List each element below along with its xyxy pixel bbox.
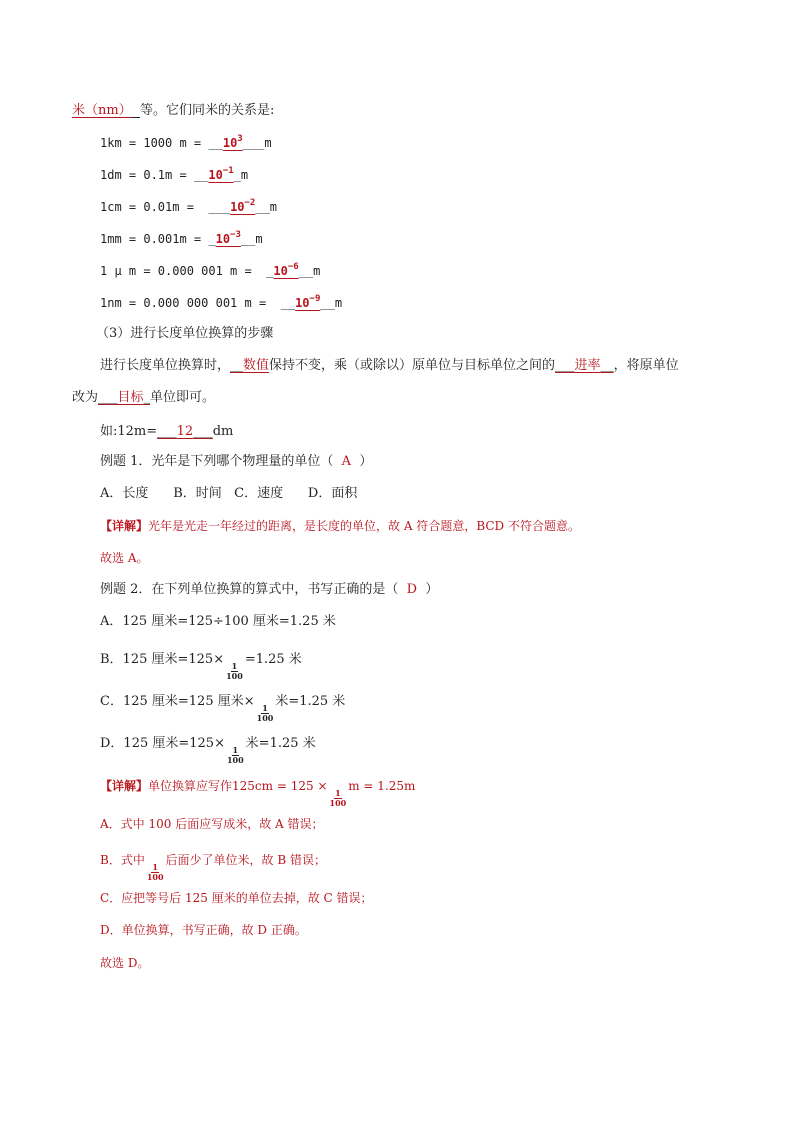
example1-detail: 【详解】光年是光走一年经过的距离，是长度的单位，故 A 符合题意，BCD 不符合题意。	[100, 519, 580, 533]
step3-paragraph-line1: 进行长度单位换算时，__数值保持不变，乘（或除以）原单位与目标单位之间的___进率__，将原单位	[100, 358, 679, 373]
example2-option-c: C．125 厘米=125 厘米× $\frac{1}{100}$ 米=1.25 米	[100, 694, 346, 723]
example2-line-a: A．式中 100 后面应写成米，故 A 错误；	[100, 817, 324, 831]
blank-12: 12	[176, 424, 194, 439]
conversion-row: 1km = 1000 $m = \_\_10^3\_\_\_m$	[100, 134, 272, 150]
unit-name: 米（nm）	[72, 103, 132, 118]
example2-option-d: D．125 厘米=125× $\frac{1}{100}$ 米=1.25 米	[100, 736, 316, 765]
intro-tail: 等。它们同米的关系是:	[139, 103, 275, 118]
option-d: D．面积	[307, 486, 358, 501]
conversion-row: $1cm = 0.01m = \_\_\_10^{-2}\_\_m$	[100, 198, 278, 214]
step3-heading: （3）进行长度单位换算的步骤	[96, 326, 274, 341]
fraction: $\frac{1}{100}$	[226, 745, 244, 765]
conversion-row: $1mm = 0.001m = \_10^{-3}\_\_m$	[100, 230, 263, 246]
example2-conclusion: 故选 D。	[100, 956, 150, 970]
fraction: $\frac{1}{100}$	[226, 661, 243, 681]
step3-example: 如:12m=___12___dm	[100, 424, 234, 439]
fraction: $\frac{1}{100}$	[329, 788, 347, 808]
fraction: $\frac{1}{100}$	[146, 862, 164, 882]
example2-question: 例题 2．在下列单位换算的算式中，书写正确的是（ D ）	[100, 582, 439, 597]
example1-conclusion: 故选 A。	[100, 551, 149, 565]
example1-question: 例题 1．光年是下列哪个物理量的单位（ A ）	[100, 454, 373, 469]
conversion-row: 1nm = 0.000 000 001 $m = \_\_10^{-9}\_\_m$	[100, 294, 343, 310]
example2-option-a: A．125 厘米=125÷100 厘米=1.25 米	[100, 614, 336, 629]
conversion-row: $1dm = 0.1m = \_\_10^{-1}\_m$	[100, 166, 249, 182]
example2-detail: 【详解】单位换算应写作125cm = 125 × $\frac{1}{100}$ m = 1.25m	[100, 779, 416, 808]
blank-target: 目标	[117, 390, 144, 405]
fraction: $\frac{1}{100}$	[256, 703, 274, 723]
step3-paragraph-line2: 改为___目标_单位即可。	[72, 390, 216, 405]
example2-line-c: C．应把等号后 125 厘米的单位去掉，故 C 错误；	[100, 891, 373, 905]
intro-line	[72, 101, 274, 121]
example1-options	[100, 484, 357, 504]
example2-line-d: D．单位换算，书写正确，故 D 正确。	[100, 923, 307, 937]
example2-option-b: B．125 厘米=125× $\frac{1}{100}$ =1.25 米	[100, 652, 302, 681]
option-b: B．时间	[173, 486, 222, 501]
conversion-row: 1 μ m = 0.000 001 $m = \_10^{-6}\_\_m$	[100, 262, 321, 278]
option-c: C．速度	[234, 486, 284, 501]
blank-rate: 进率	[574, 358, 601, 373]
option-a: A．长度	[100, 486, 149, 501]
example1-answer: A	[341, 454, 352, 469]
blank-value: 数值	[243, 358, 270, 373]
example2-answer: D	[406, 582, 418, 597]
example2-line-b: B．式中 $\frac{1}{100}$ 后面少了单位米，故 B 错误；	[100, 853, 326, 882]
